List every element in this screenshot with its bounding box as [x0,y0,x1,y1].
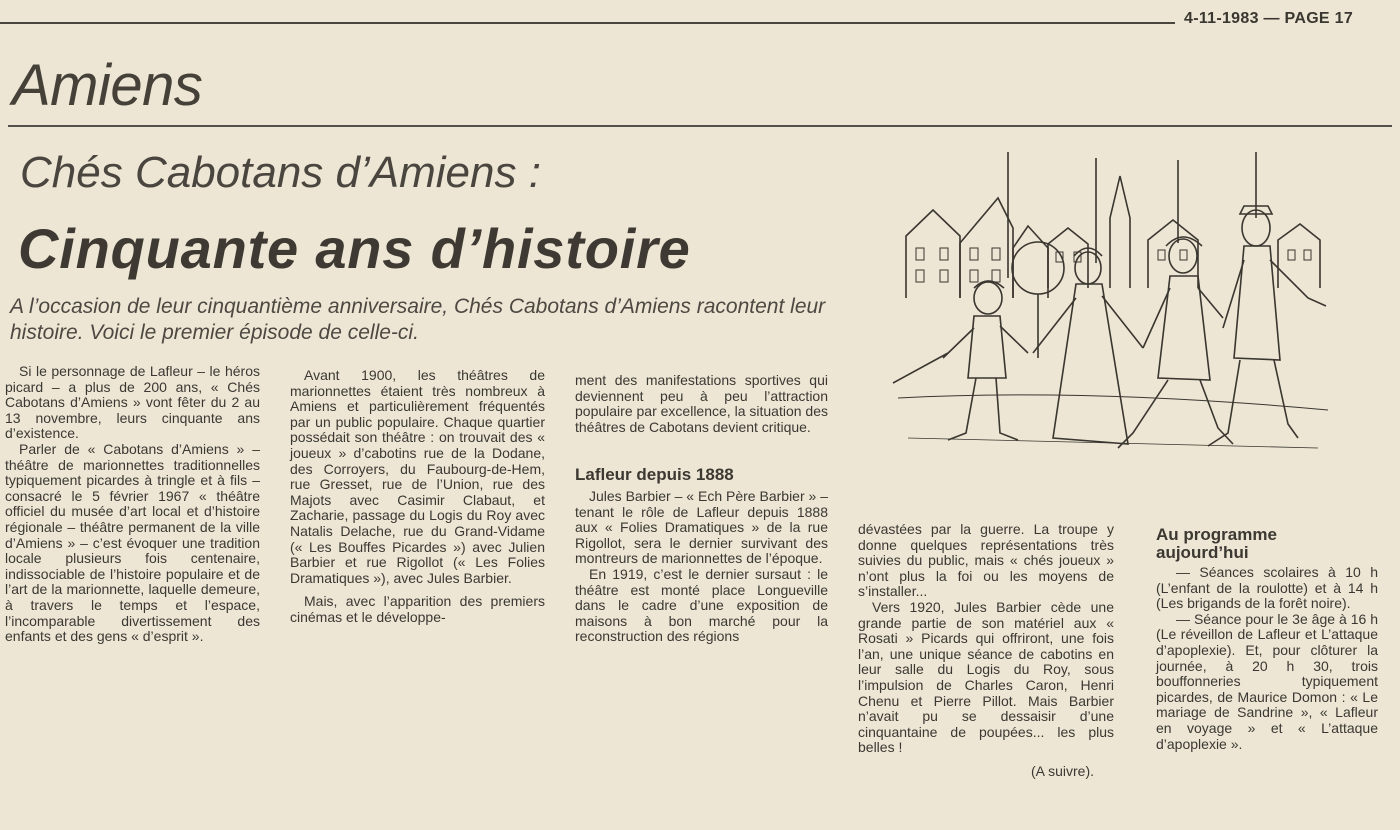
to-follow-note: (A suivre). [1030,762,1094,779]
paragraph: En 1919, c’est le dernier sursaut : le théâtre est monté place Longueville dans le cadre d’une exposition de maisons à bon marché pour la reconstruction des régions [575,565,828,645]
paragraph: Si le personnage de Lafleur – le héros picard – a plus de 200 ans, « Chés Cabotans d’Amiens » vont fêter du 2 au 13 novembre, leurs cinquante ans d’existence. [5,363,260,442]
programme-box [1156,526,1378,752]
programme-item: — Séances scolaires à 10 h (L’enfant de la roulotte) et à 14 h (Les brigands de la forêt noire). [1156,564,1378,612]
header-rule [0,22,1175,24]
puppets-illustration [888,148,1338,508]
paragraph: Avant 1900, les théâtres de marionnettes étaient très nombreux à Amiens et particulièrement fréquentés par un public populaire. Chaque quartier possédait son théâtre : on trouvait des « joueux » d’cabotins rue de la Dodane, des Corroyers, du Faubourg-de-Hem, rue Gresset, rue de l’Union, rue des Majots avec Casimir Clabaut, et Zacharie, passage du Logis du Roy avec Natalis Delache, rue du Grand-Vidame (« Les Bouffes Picardes ») avec Julien Barbier et rue Rigollot (« Les Folies Dramatiques »), avec Jules Barbier. [290,367,545,586]
paragraph: Parler de « Cabotans d’Amiens » – théâtre de marionnettes traditionnelles typiquement picardes à tringle et à fils – consacré le 5 février 1967 « théâtre officiel du musée d’art local et d’histoire régionale – théâtre permanent de la ville d’Amiens » – c’est évoquer une tradition locale plusieurs fois centenaire, indissociable de l’histoire populaire et de l’art de la marionnette, laquelle demeure, à travers le temps et l’espace, l’incomparable divertissement des enfants et des gens « d’esprit ». [5,440,260,645]
paragraph: Jules Barbier – « Ech Père Barbier » – tenant le rôle de Lafleur depuis 1888 aux « Folies Dramatiques » de la rue Rigollot, sera le dernier survivant des montreurs de marionnettes de l’époque. [575,487,828,567]
article-column-1 [5,364,260,645]
programme-item: — Séance pour le 3e âge à 16 h (Le réveillon de Lafleur et L’attaque d’apoplexie). Et, pour clôturer la journée, à 20 h 30, trois bouffonneries typiquement picardes, de Maurice Domon : « Le mariage de Sandrine », « Lafleur en voyage » et « L’attaque d’apoplexie ». [1156,610,1378,752]
article-column-4 [858,522,1114,780]
subheading: Lafleur depuis 1888 [575,465,734,485]
programme-title-1: Au programme [1156,525,1277,544]
date-page-line: 4-11-1983 — PAGE 17 [1184,10,1354,27]
section-rule [8,125,1392,127]
article-headline: Cinquante ans d’histoire [18,217,691,280]
paragraph: ment des manifestations sportives qui deviennent peu à peu l’attraction populaire par excellence, la situation des théâtres de Cabotans devient critique. [575,372,828,435]
article-column-2 [290,368,545,626]
section-title: Amiens [12,53,203,118]
paragraph: Vers 1920, Jules Barbier cède une grande partie de son matériel aux « Rosati » Picards qui offriront, une fois l’an, une unique séance de cabotins en leur salle du Logis du Roy, sous l’impulsion de Charles Caron, Henri Chenu et Pierre Pillot. Mais Barbier n’avait pu se dessaisir d’une cinquantaine de poupées... les plus belles ! [858,598,1114,756]
article-kicker: Chés Cabotans d’Amiens : [20,148,541,197]
article-intro: A l’occasion de leur cinquantième anniversaire, Chés Cabotans d’Amiens racontent leur histoire. Voici le premier épisode de celle-ci. [10,295,826,344]
programme-title-2: aujourd’hui [1156,543,1249,562]
paragraph: dévastées par la guerre. La troupe y donne quelques représentations très suivies du public, mais « chés joueux » n’ont plus la foi ou les moyens de s’installer... [858,521,1114,600]
article-column-3 [575,373,828,645]
paragraph: Mais, avec l’apparition des premiers cinémas et le développe- [290,593,545,625]
